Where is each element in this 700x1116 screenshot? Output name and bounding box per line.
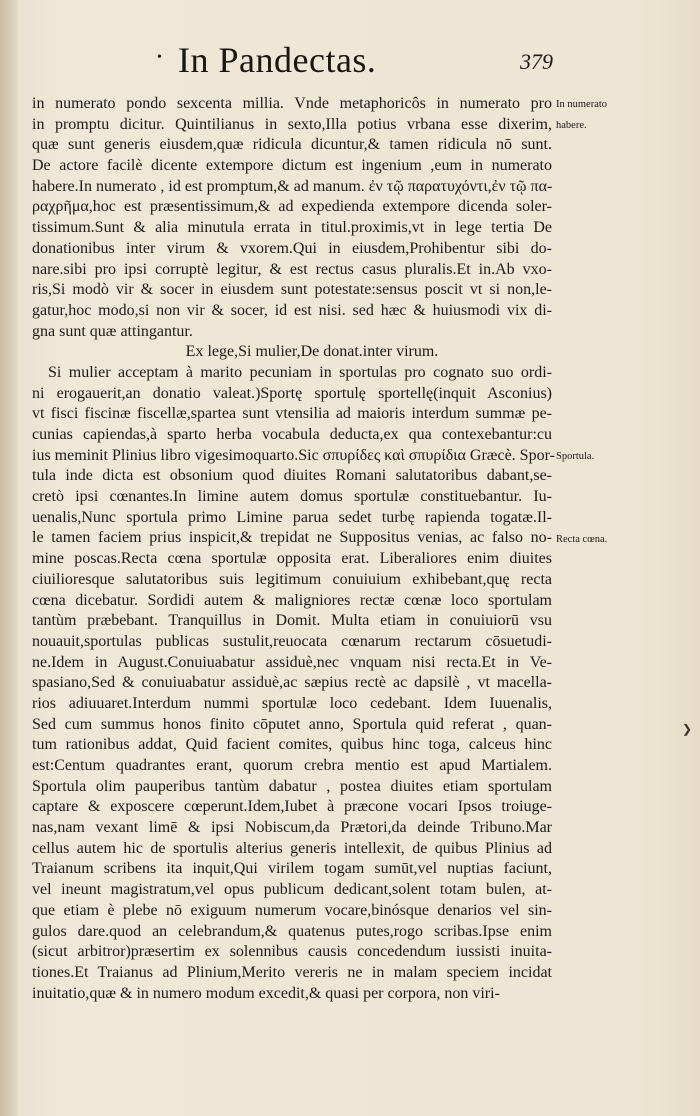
text-line: spasiano,Sed & conuiuabatur assiduè,ac sæpius rectè ac dapsilè , vt macella- bbox=[32, 674, 552, 692]
text-line: captare & exposcere cœperunt.Idem,Iubet à præcone vocari Ipsos troiuge- bbox=[32, 798, 552, 816]
body-text bbox=[32, 94, 555, 1004]
text-line: Sportula olim pauperibus tantùm dabatur , postea diuites etiam sportulam bbox=[32, 777, 552, 795]
text-line: ραχρῆμα,hoc est præsentissimum,& ad expedienda extempore dicenda soler- bbox=[32, 198, 552, 216]
text-line: vel ineunt magistratum,vel opus publicum dedicant,solent totam bulen, at- bbox=[32, 881, 552, 899]
text-line: tum rationibus addat, Quid facient comites, quibus hinc toga, calceus hinc bbox=[32, 736, 552, 754]
text-line: ne.Idem in August.Conuiuabatur assiduè,nec vnquam nisi recta.Et in Ve- bbox=[32, 653, 552, 671]
margin-mark: ❯ bbox=[682, 722, 693, 736]
section-heading: Ex lege,Si mulier,De donat.inter virum. bbox=[185, 343, 439, 361]
text-line: De actore facilè dicente extempore dictum est ingenium ,eum in numerato bbox=[32, 157, 552, 175]
margin-note: Recta cœna. bbox=[556, 533, 608, 545]
text-line: nouauit,sportulas publicas sustulit,reuocata cœnarum rectarum cōsuetudi- bbox=[32, 632, 552, 650]
text-line: gulos dare.quod an celebrandum,& quatenus putes,rogo scribas.Ipse enim bbox=[32, 922, 552, 940]
text-line: cretò ipsi cœnantes.In limine autem domus sportulæ constituebantur. Iu- bbox=[32, 488, 552, 506]
text-line: quæ sunt generis eiusdem,quæ ridicula dicuntur,& tamen ridicula nō sunt. bbox=[32, 136, 552, 154]
text-line: cellus autem hic de sportulis alterius generis intellexit, de quibus Plinius ad bbox=[32, 839, 552, 857]
text-line: est:Centum quadrantes erant, quorum crebra mentio est apud Martialem. bbox=[32, 757, 552, 774]
page-header bbox=[0, 36, 700, 86]
text-line: cunias capiendas,à sparto herba vocabula deducta,ex qua contexebantur:cu bbox=[32, 426, 552, 443]
text-line: gatur,hoc modo,si non vir & socer, id est nisi. sed hæc & huiusmodi vix di- bbox=[32, 301, 552, 319]
text-line: vt fisci fiscinæ fiscellæ,spartea sunt vtensilia ad maioris interdum summæ pe- bbox=[32, 405, 552, 423]
text-line: ni erogauerit,an donatio valeat.)Sportę sportulę sportellę(inquit Asconius) bbox=[32, 384, 552, 402]
text-line: cœna dicebatur. Sordidi autem & maligniores rectæ cœnæ loco sportulam bbox=[32, 591, 552, 609]
text-line: in promptu dicitur. Quintilianus in sexto,Illa potius vrbana esse dixerim, bbox=[32, 115, 552, 133]
text-line: Sed cum summus honos finito cōputet anno, Sportula quid referat , quan- bbox=[32, 715, 552, 733]
text-line: tiones.Et Traianus ad Plinium,Merito vereris ne in malam speciem incidat bbox=[32, 963, 552, 981]
margin-note: In numerato bbox=[556, 99, 608, 110]
margin-note: Sportula. bbox=[556, 450, 595, 462]
text-line: habere.In numerato , id est promptum,& ad manum. ἐν τῷ παρατυχόντι,ἐν τῷ πα- bbox=[32, 177, 553, 195]
page-gutter bbox=[0, 0, 18, 1116]
text-line: ius meminit Plinius libro vigesimoquarto.Sic σπυρίδες καὶ σπυρίδια Græcè. Spor- bbox=[32, 446, 555, 464]
text-line: uenalis,Nunc sportula primo Limine parua sedet turbę rapienda togatæ.Il- bbox=[32, 508, 552, 526]
text-line: Traianum scribens ita inquit,Qui virilem togam sumūt,vel nuptias faciunt, bbox=[32, 860, 552, 878]
text-line: donationibus inter virum & vxorem.Qui in eiusdem,Prohibentur sibi do- bbox=[32, 239, 552, 257]
text-line: inuitatio,quæ & in numero modum excedit,& quasi per corpora, non viri- bbox=[32, 984, 500, 1002]
text-line: tissimum.Sunt & alia minutula errata in titul.proximis,vt in lege tertia De bbox=[32, 219, 552, 237]
text-line: nas,nam vexant limē & ipsi Nobiscum,da Prætori,da deinde Tribuno.Mar bbox=[32, 819, 552, 837]
header-ornament: • bbox=[157, 50, 162, 65]
text-line: ris,Si modò vir & socer in eiusdem sunt potestate:sensus poscit vt si non,le- bbox=[32, 281, 552, 299]
page-number: 379 bbox=[520, 49, 553, 74]
text-line: rios adiuuaret.Interdum nummi sportulæ loco cedebant. Idem Iuuenalis, bbox=[32, 694, 552, 712]
margin-note: habere. bbox=[556, 119, 587, 131]
text-line: Si mulier acceptam à marito pecuniam in sportulas pro cognato suo ordi- bbox=[48, 363, 552, 381]
text-line: in numerato pondo sexcenta millia. Vnde metaphoricôs in numerato pro bbox=[32, 95, 552, 112]
text-line: tula inde dicta est obsonium quod diuites Romani salutatoribus dabant,se- bbox=[32, 467, 552, 485]
text-line: le tamen faciem prius inspicit,& trepidat ne Suppositus venias, ac falso no- bbox=[32, 529, 552, 547]
text-line: que etiam è plebe nō exiguum numerum vocare,binósque denarios vel sin- bbox=[32, 901, 552, 919]
text-line: tantùm præbebant. Tranquillus in Domit. Multa etiam in conuiuiorū vsu bbox=[32, 612, 552, 630]
text-line: ciuilioresque salutatoribus suis legitimum conuiuium exhibebant,quę recta bbox=[32, 570, 552, 588]
text-line: gna sunt quæ attingantur. bbox=[32, 322, 193, 340]
running-title: In Pandectas. bbox=[178, 40, 377, 80]
text-line: (sicut arbitror)præsertim ex solennibus causis concedendum iussisti inuita- bbox=[32, 943, 552, 961]
text-line: nare.sibi pro ipsi corruptè legitur, & est rectus casus pluralis.Et in.Ab vxo- bbox=[32, 260, 552, 278]
text-line: mine poscas.Recta cœna sportulæ opposita erat. Liberaliores enim diuites bbox=[32, 550, 552, 568]
